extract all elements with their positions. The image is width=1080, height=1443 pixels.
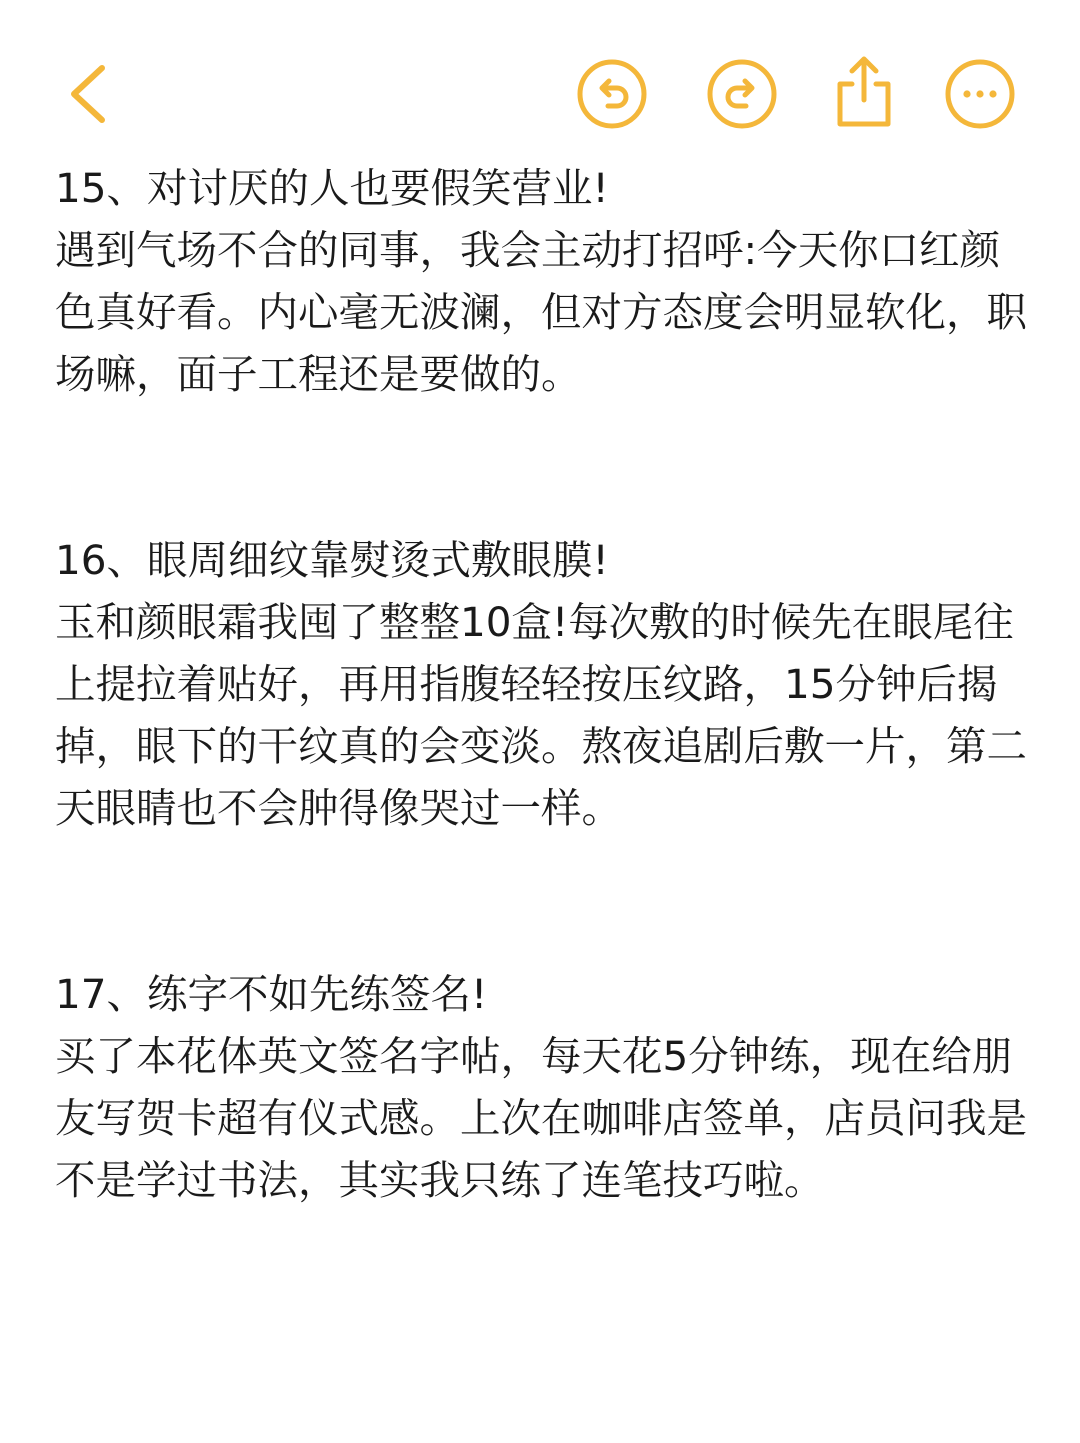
redo-icon — [706, 58, 778, 130]
share-icon — [832, 54, 896, 130]
share-button[interactable] — [832, 54, 896, 130]
note-section — [55, 963, 1030, 1211]
section-title: 16、眼周细纹靠熨烫式敷眼膜! — [55, 536, 609, 584]
note-section — [55, 157, 1030, 405]
redo-button[interactable] — [706, 58, 778, 130]
section-title: 15、对讨厌的人也要假笑营业! — [55, 164, 609, 212]
back-button[interactable] — [62, 62, 114, 126]
section-text: 玉和颜眼霜我囤了整整10盒!每次敷的时候先在眼尾往上提拉着贴好，再用指腹轻轻按压纹路，15分钟后揭掉，眼下的干纹真的会变淡。熬夜追剧后敷一片，第二天眼睛也不会肿得像哭过一样。 — [55, 598, 1027, 832]
section-text: 买了本花体英文签名字帖，每天花5分钟练，现在给朋友写贺卡超有仪式感。上次在咖啡店签单，店员问我是不是学过书法，其实我只练了连笔技巧啦。 — [55, 1032, 1027, 1204]
chevron-left-icon — [62, 62, 114, 126]
toolbar — [0, 0, 1080, 160]
note-section — [55, 529, 1030, 839]
note-body[interactable] — [55, 157, 1030, 1211]
undo-icon — [576, 58, 648, 130]
more-icon — [944, 58, 1016, 130]
more-button[interactable] — [944, 58, 1016, 130]
undo-button[interactable] — [576, 58, 648, 130]
section-title: 17、练字不如先练签名! — [55, 970, 488, 1018]
section-text: 遇到气场不合的同事，我会主动打招呼:今天你口红颜色真好看。内心毫无波澜，但对方态度会明显软化，职场嘛，面子工程还是要做的。 — [55, 226, 1027, 398]
